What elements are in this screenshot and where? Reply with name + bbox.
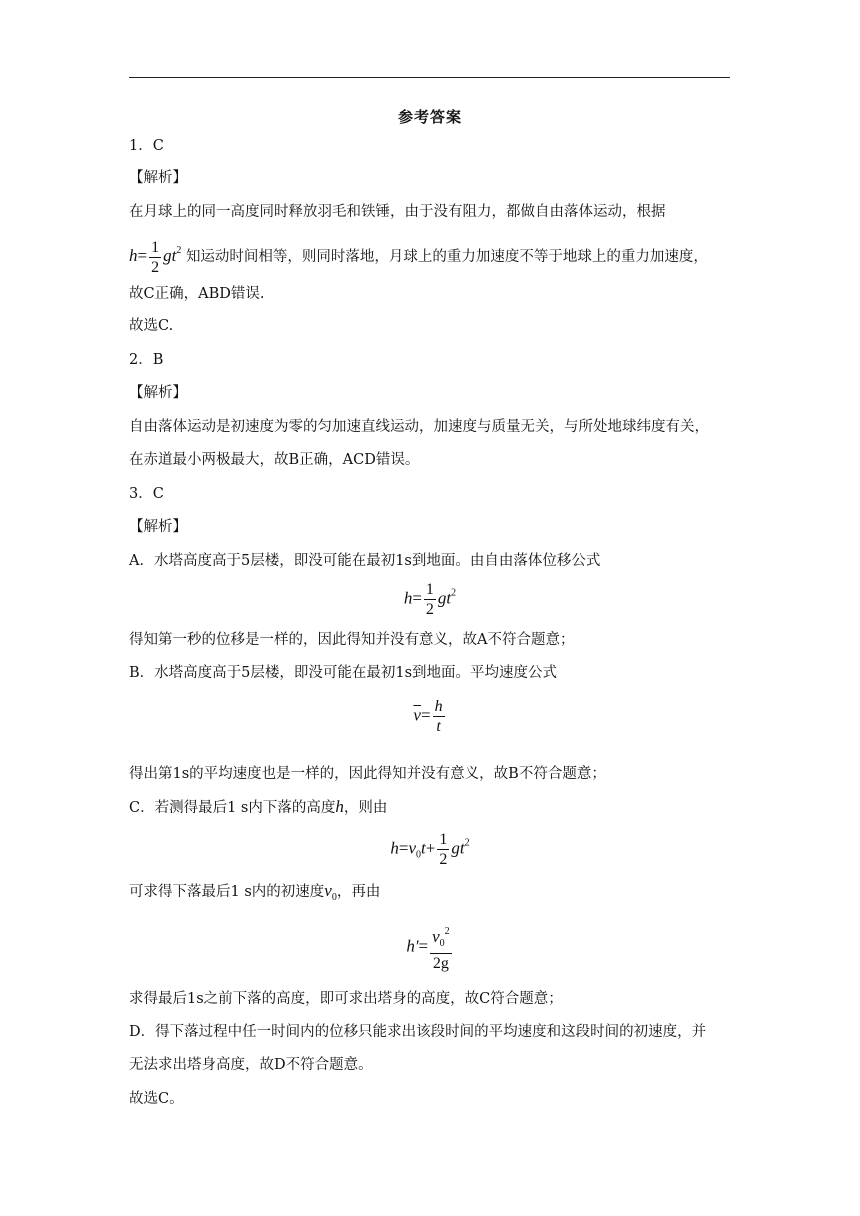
answer-1-text-2: h= $\frac{1}{2}$ $gt^2$ 知运动时间相等，则同时落地，月球上的重力加速度不等于地球上的重力加速度， — [129, 238, 708, 276]
answer-2-text-2: 在赤道最小两极最大，故B正确，ACD错误。 — [129, 452, 420, 468]
formula-last-second: $h=v_0t+$ $\frac{1}{2}$ $gt^2$ — [390, 831, 470, 868]
page-title: 参考答案 — [397, 108, 462, 126]
answer-3-option-a-text-1: A．水塔高度高于5层楼，即没可能在最初1s到地面。由自由落体位移公式 — [129, 553, 601, 569]
answer-3-label: 【解析】 — [129, 519, 187, 535]
answer-1-text-1: 在月球上的同一高度同时释放羽毛和铁锤，由于没有阻力，都做自由落体运动，根据 — [129, 204, 666, 220]
formula-height-before: h′= $\frac{v_0^2}{2g}$ — [0, 922, 860, 973]
header-rule — [129, 77, 730, 78]
answer-3-option-c-text-3: 求得最后1s之前下落的高度，即可求出塔身的高度，故C符合题意； — [129, 991, 563, 1007]
answer-2-label: 【解析】 — [129, 385, 187, 401]
answer-1-conclusion: 故选C. — [129, 318, 174, 334]
answer-3-option-b-text-1: B．水塔高度高于5层楼，即没可能在最初1s到地面。平均速度公式 — [129, 665, 558, 681]
answer-3-number: 3．C — [129, 486, 164, 502]
answer-1-number: 1．C — [129, 138, 164, 154]
answer-1-text-3: 故C正确，ABD错误. — [129, 286, 265, 302]
formula-free-fall: h= $\frac{1}{2}$ $gt^2$ — [129, 238, 182, 276]
answer-3-option-d-text-1: D．得下落过程中任一时间内的位移只能求出该段时间的平均速度和这段时间的初速度，并 — [129, 1024, 707, 1040]
answer-3-conclusion: 故选C。 — [129, 1091, 184, 1107]
answer-3-option-c-text-2: 可求得下落最后1 s内的初速度$v_0$，再由 — [129, 881, 381, 903]
answer-2-text-1: 自由落体运动是初速度为零的匀加速直线运动，加速度与质量无关，与所处地球纬度有关， — [129, 419, 709, 435]
answer-3-option-c-text-1: C．若测得最后1 s内下落的高度h，则由 — [129, 797, 388, 816]
answer-3-option-b-text-2: 得出第1s的平均速度也是一样的，因此得知并没有意义，故B不符合题意； — [129, 766, 606, 782]
answer-2-number: 2．B — [129, 352, 164, 368]
formula-average-velocity: $\overline{v}=$ $\frac{h}{t}$ — [413, 698, 443, 735]
answer-3-option-a-text-2: 得知第一秒的位移是一样的，因此得知并没有意义，故A不符合题意； — [129, 632, 575, 648]
answer-1-label: 【解析】 — [129, 170, 187, 186]
formula-displacement: h= $\frac{1}{2}$ $gt^2$ — [403, 581, 457, 618]
answer-3-option-d-text-2: 无法求出塔身高度，故D不符合题意。 — [129, 1057, 373, 1073]
